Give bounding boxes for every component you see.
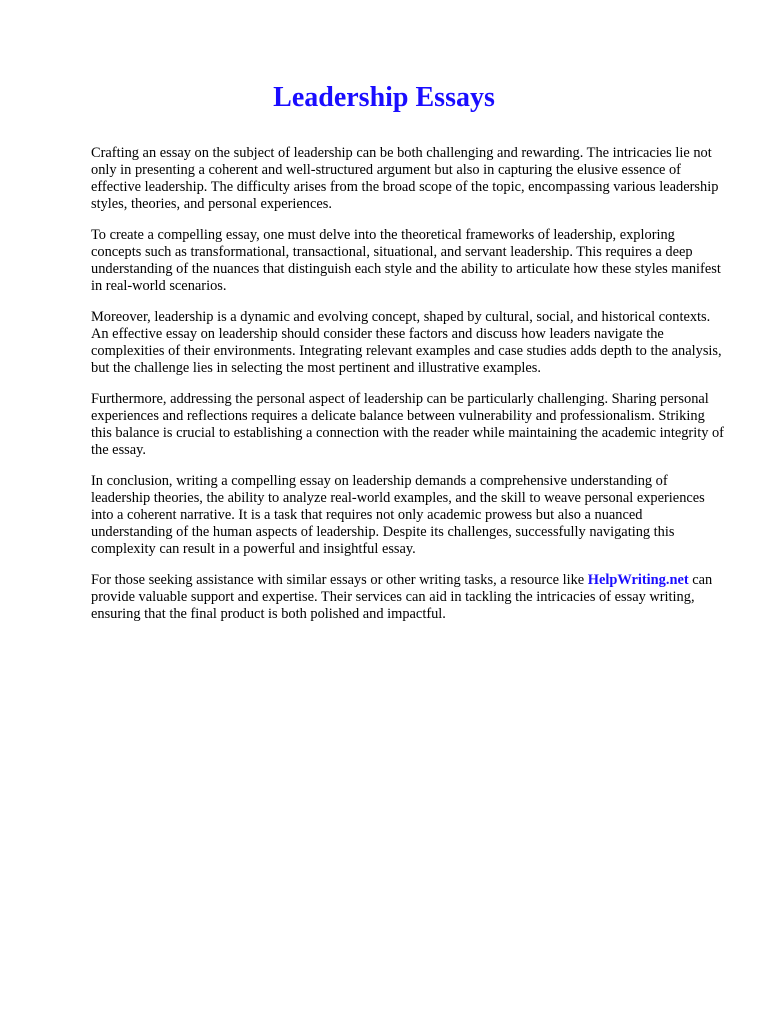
closing-text-after-link: can provide valuable support and expertise. Their services can aid in tackling the intricacies of essay writing, ensuring that the final product is both polished and impactful. [91,572,713,622]
document-title: Leadership Essays [273,82,495,113]
paragraph-intro: Crafting an essay on the subject of leadership can be both challenging and rewarding. The intricacies lie not only in presenting a coherent and well-structured argument but also in capturing the elusive essence of effective leadership. The difficulty arises from the broad scope of the topic, encompassing various leadership styles, theories, and personal experiences. [91,145,719,212]
helpwriting-link[interactable]: HelpWriting.net [587,572,689,588]
paragraph-closing [91,572,726,623]
paragraph-context: Moreover, leadership is a dynamic and evolving concept, shaped by cultural, social, and historical contexts. An effective essay on leadership should consider these factors and discuss how leaders navigate the complexities of their environments. Integrating relevant examples and case studies adds depth to the analysis, but the challenge lies in selecting the most pertinent and illustrative examples. [91,309,722,376]
closing-text-before-link: For those seeking assistance with similar essays or other writing tasks, a resource like [91,572,588,588]
document-body [91,145,726,637]
paragraph-frameworks: To create a compelling essay, one must delve into the theoretical frameworks of leadership, exploring concepts such as transformational, transactional, situational, and servant leadership. This requires a deep understanding of the nuances that distinguish each style and the ability to articulate how these styles manifest in real-world scenarios. [91,227,721,294]
paragraph-conclusion: In conclusion, writing a compelling essay on leadership demands a comprehensive understanding of leadership theories, the ability to analyze real-world examples, and the skill to weave personal experiences into a coherent narrative. It is a task that requires not only academic prowess but also a nuanced understanding of the human aspects of leadership. Despite its challenges, successfully navigating this complexity can result in a powerful and insightful essay. [91,473,705,557]
paragraph-personal: Furthermore, addressing the personal aspect of leadership can be particularly challenging. Sharing personal experiences and reflections requires a delicate balance between vulnerability and professionalism. Striking this balance is crucial to establishing a connection with the reader while maintaining the academic integrity of the essay. [91,391,724,458]
